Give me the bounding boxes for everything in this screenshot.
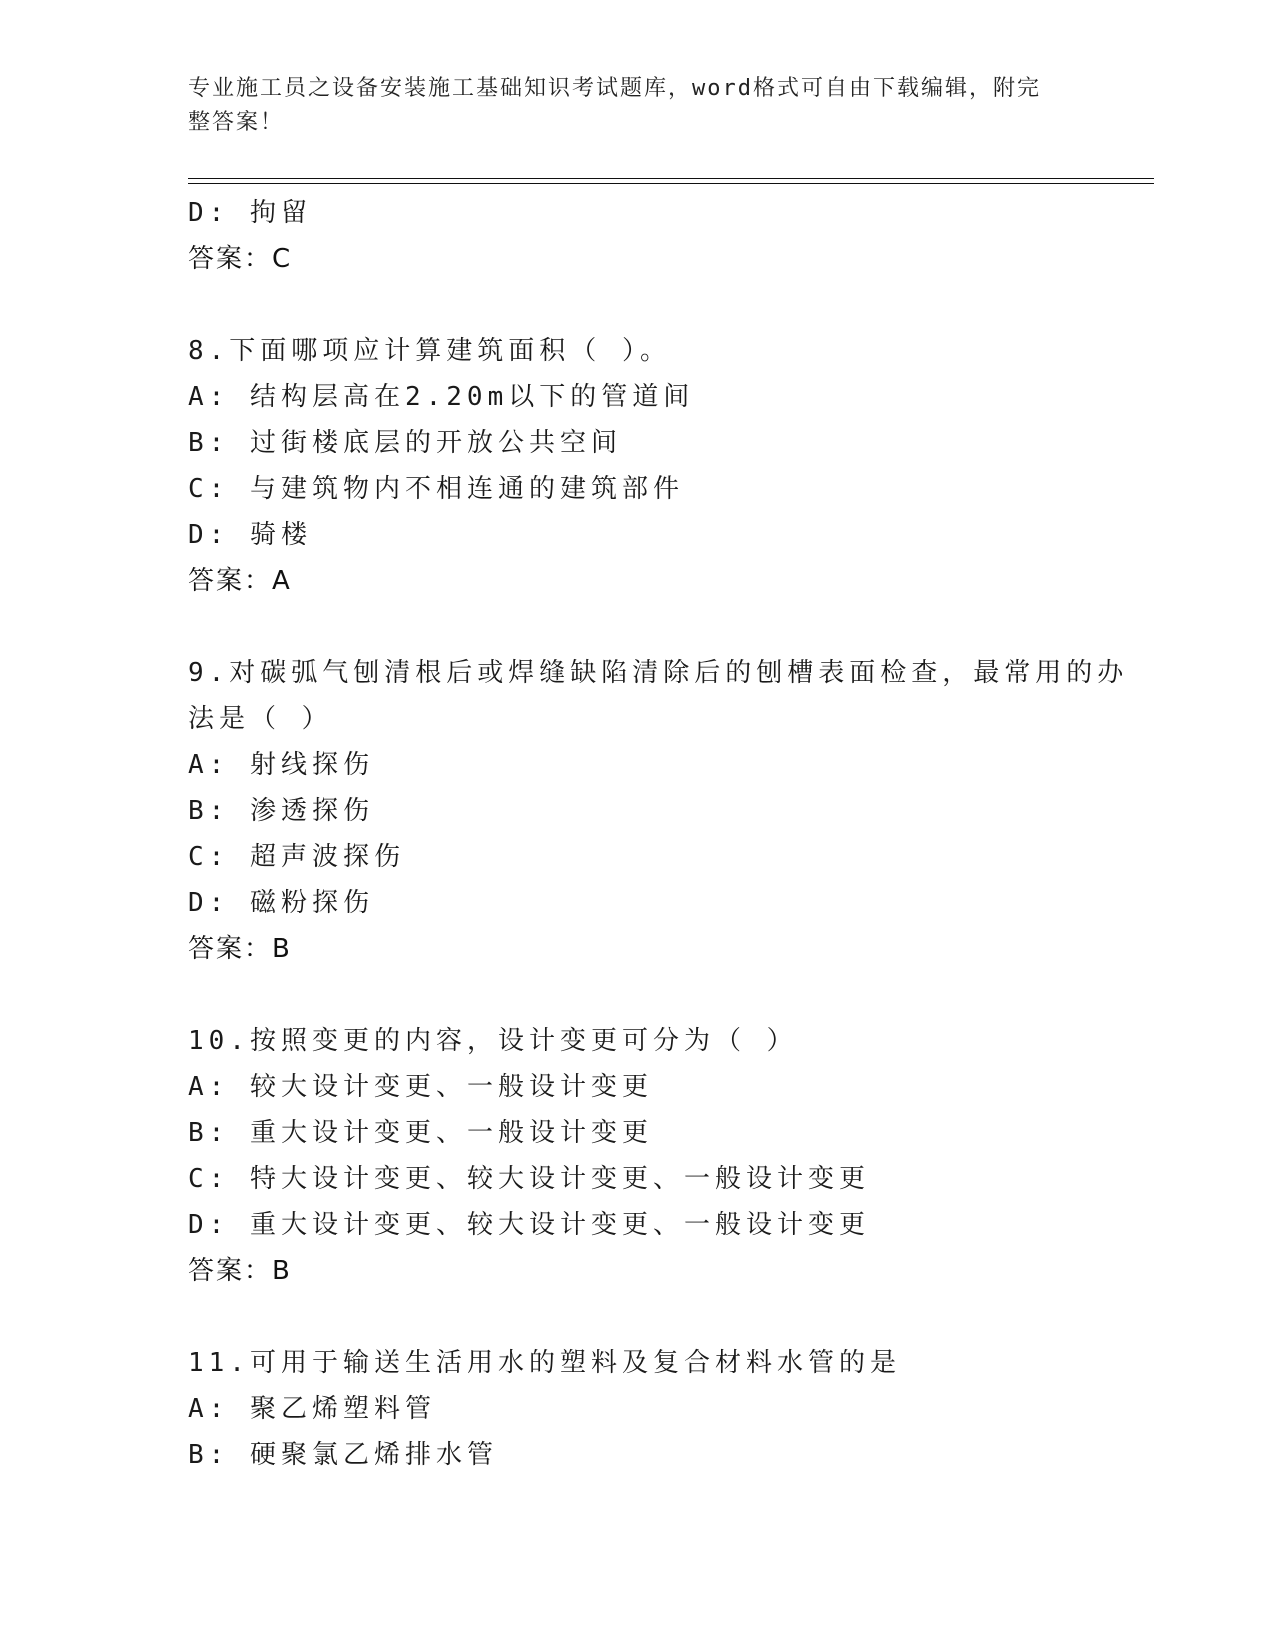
option-a: A: 较大设计变更、一般设计变更 <box>188 1072 653 1102</box>
spacer <box>188 1294 1088 1340</box>
header-line-1: 专业施工员之设备安装施工基础知识考试题库，word格式可自由下载编辑，附完 <box>188 76 1041 101</box>
option-a: A: 结构层高在2.20m以下的管道间 <box>188 382 695 412</box>
question-11 <box>188 1340 1088 1478</box>
question-stem: 10.按照变更的内容，设计变更可分为（ ） <box>188 1026 798 1056</box>
spacer <box>188 282 1088 328</box>
option-b: B: 重大设计变更、一般设计变更 <box>188 1118 653 1148</box>
question-8 <box>188 328 1088 604</box>
prev-option-d: D: 拘留 <box>188 198 312 228</box>
option-b: B: 过街楼底层的开放公共空间 <box>188 428 622 458</box>
answer: 答案：A <box>188 566 292 596</box>
prev-answer: 答案：C <box>188 244 293 274</box>
answer: 答案：B <box>188 934 292 964</box>
option-a: A: 射线探伤 <box>188 750 374 780</box>
header-divider-top <box>188 178 1154 179</box>
option-b: B: 硬聚氯乙烯排水管 <box>188 1440 498 1470</box>
question-stem: 8.下面哪项应计算建筑面积（ ）。 <box>188 336 671 366</box>
option-a: A: 聚乙烯塑料管 <box>188 1394 436 1424</box>
document-header <box>188 72 1068 140</box>
question-stem-line-1: 9.对碳弧气刨清根后或焊缝缺陷清除后的刨槽表面检查，最常用的办 <box>188 658 1129 688</box>
spacer <box>188 972 1088 1018</box>
question-9 <box>188 650 1129 972</box>
question-stem: 11.可用于输送生活用水的塑料及复合材料水管的是 <box>188 1348 901 1378</box>
option-d: D: 磁粉探伤 <box>188 888 374 918</box>
option-d: D: 骑楼 <box>188 520 312 550</box>
option-b: B: 渗透探伤 <box>188 796 374 826</box>
question-stem-line-2: 法是（ ） <box>188 704 333 734</box>
header-line-2: 整答案！ <box>188 110 285 135</box>
header-divider-bottom <box>188 183 1154 184</box>
document-body <box>188 190 1129 1478</box>
option-c: C: 与建筑物内不相连通的建筑部件 <box>188 474 684 504</box>
answer: 答案：B <box>188 1256 292 1286</box>
option-c: C: 超声波探伤 <box>188 842 405 872</box>
option-c: C: 特大设计变更、较大设计变更、一般设计变更 <box>188 1164 870 1194</box>
question-10 <box>188 1018 1088 1294</box>
option-d: D: 重大设计变更、较大设计变更、一般设计变更 <box>188 1210 870 1240</box>
spacer <box>188 604 1088 650</box>
